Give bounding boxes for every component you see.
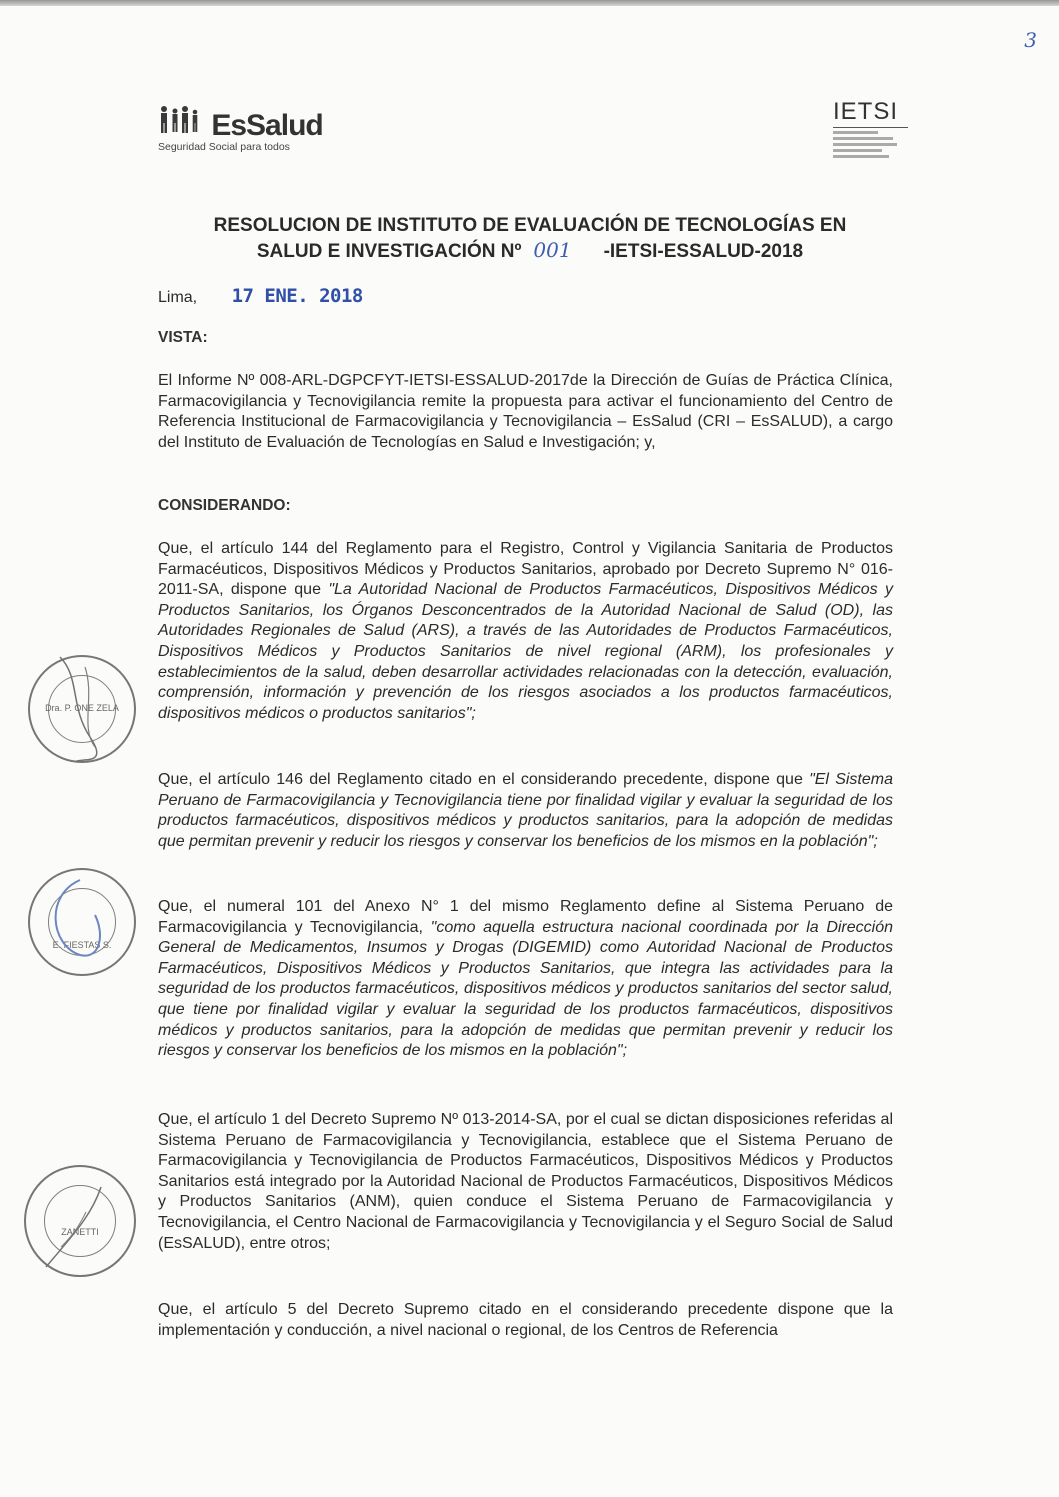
approval-stamp-1 xyxy=(28,655,136,763)
p1-quote: "La Autoridad Nacional de Productos Farmacéuticos, Dispositivos Médicos y Productos Sanitarios, los Órganos Desconcentrados de la Autoridad Nacional de Salud (OD), las Autoridades Regionales de Salud (ARS), a través de las Autoridades de Productos Farmacéuticos, Dispositivos Médicos y Productos Sanitarios de nivel regional (ARM), los profesionales y establecimientos de la salud, deben desarrollar actividades relacionadas con la detección, evaluación, comprensión, información y prevención de los riesgos asociados a los productos farmacéuticos, dispositivos médicos o productos sanitarios"; xyxy=(158,581,893,722)
resolution-title xyxy=(150,214,910,264)
considerando-paragraph-2 xyxy=(158,770,893,852)
resolution-number: 001 xyxy=(533,238,572,262)
considerando-paragraph-3 xyxy=(158,897,893,1062)
title-line-2-suffix: -IETSI-ESSALUD-2018 xyxy=(603,241,804,262)
p3-quote: "como aquella estructura nacional coordinada por la Dirección General de Medicamentos, Insumos y Drogas (DIGEMID) como Autoridad Nacional de Productos Farmacéuticos, Dispositivos Médicos y Productos Sanitarios, que integra las actividades para la seguridad de los productos farmacéuticos, dispositivos médicos y productos sanitarios del sector salud, que tiene por finalidad vigilar y evaluar la seguridad de los productos farmacéuticos, dispositivos médicos y productos sanitarios, para la adopción de medidas que permitan prevenir y reducir los riesgos y conservar los beneficios de los mismos en la población"; xyxy=(158,918,894,1060)
p2-intro: Que, el artículo 146 del Reglamento citado en el considerando precedente, dispone que xyxy=(158,771,810,788)
vista-heading: VISTA: xyxy=(158,329,208,346)
scan-top-edge xyxy=(0,0,1059,6)
approval-stamp-2 xyxy=(28,868,136,976)
p3-intro: Que, el numeral 101 del Anexo N° 1 del mismo Reglamento define al Sistema Peruano de Farmacovigilancia y Tecnovigilancia, xyxy=(158,898,893,936)
place: Lima, xyxy=(158,289,198,306)
title-line-2-prefix: SALUD E INVESTIGACIÓN Nº xyxy=(256,241,522,262)
ietsi-brand-text: IETSI xyxy=(833,98,908,128)
stamp-3-label: ZANETTI xyxy=(61,1227,99,1237)
signature-3-icon xyxy=(31,1177,131,1277)
people-icon xyxy=(158,109,209,142)
essalud-brand-text: EsSalud xyxy=(211,109,323,142)
stamp-2-label: E. FIESTAS S. xyxy=(52,940,112,950)
vista-paragraph: El Informe Nº 008-ARL-DGPCFYT-IETSI-ESSALUD-2017de la Dirección de Guías de Práctica Clínica, Farmacovigilancia y Tecnovigilancia remite la propuesta para activar el funcionamiento del Centro de Referencia Institucional de Farmacovigilancia y Tecnovigilancia – EsSalud (CRI – EsSALUD), a cargo del Instituto de Evaluación de Tecnologías en Salud e Investigación; y, xyxy=(158,372,893,451)
signature-2-icon xyxy=(40,875,120,965)
date-stamp: 17 ENE. 2018 xyxy=(231,285,363,307)
ietsi-logo xyxy=(833,98,908,158)
p1-intro: Que, el artículo 144 del Reglamento para el Registro, Control y Vigilancia Sanitaria de Productos Farmacéuticos, Dispositivos Médicos y Productos Sanitarios, aprobado por Decreto Supremo N° 016-2011-SA, dispone que xyxy=(158,540,893,599)
title-line-2 xyxy=(150,238,910,264)
p2-quote: "El Sistema Peruano de Farmacovigilancia y Tecnovigilancia tiene por finalidad vigilar y evaluar la seguridad de los productos farmacéuticos, dispositivos médicos y productos sanitarios, para la adopción de medidas que permitan prevenir y reducir los riesgos y conservar los beneficios de los mismos en la población"; xyxy=(158,771,894,850)
handwritten-page-number: 3 xyxy=(1024,28,1037,52)
place-date xyxy=(158,285,363,307)
title-line-1: RESOLUCION DE INSTITUTO DE EVALUACIÓN DE TECNOLOGÍAS EN xyxy=(213,215,847,236)
stamp-1-label: Dra. P. ONE ZELA xyxy=(45,703,119,713)
considerando-paragraph-5: Que, el artículo 5 del Decreto Supremo citado en el considerando precedente dispone que la implementación y conducción, a nivel nacional o regional, de los Centros de Referencia xyxy=(158,1301,893,1339)
essalud-tagline: Seguridad Social para todos xyxy=(158,141,290,153)
considerando-paragraph-1 xyxy=(158,539,893,724)
considerando-heading: CONSIDERANDO: xyxy=(158,497,291,514)
approval-stamp-3 xyxy=(24,1165,136,1277)
essalud-logo xyxy=(158,105,358,153)
ietsi-subtitle-lines xyxy=(833,131,908,158)
signature-1-icon xyxy=(50,637,110,767)
considerando-paragraph-4: Que, el artículo 1 del Decreto Supremo Nº 013-2014-SA, por el cual se dictan disposiciones referidas al Sistema Peruano de Farmacovigilancia y Tecnovigilancia, establece que el Sistema Peruano de Farmacovigilancia y Tecnovigilancia de Productos Farmacéuticos, Dispositivos Médicos y Productos Sanitarios está integrado por la Autoridad Nacional de Productos Farmacéuticos, Dispositivos Médicos y Productos Sanitarios (ANM), quien conduce el Sistema Peruano de Farmacovigilancia y Tecnovigilancia, el Centro Nacional de Farmacovigilancia y Tecnovigilancia y el Seguro Social de Salud (EsSALUD), entre otros; xyxy=(158,1111,893,1252)
